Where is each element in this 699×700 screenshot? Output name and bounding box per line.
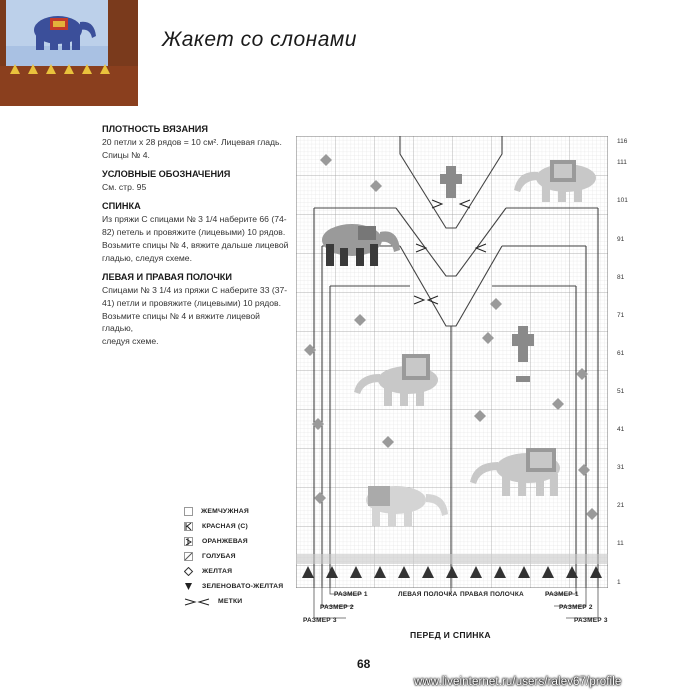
size-label-right: РАЗМЕР 3 [574,617,608,624]
watermark-url: www.liveinternet.ru/users/ralev67/profile [414,676,622,688]
border-band [296,554,608,564]
legend-item [184,504,304,519]
legend-label: ГОЛУБАЯ [202,553,236,560]
knitting-chart [296,136,608,588]
size-label-right: РАЗМЕР 1 [545,591,579,598]
row-number: 31 [617,464,625,471]
row-number: 1 [617,579,621,586]
page-title: Жакет со слонами [162,28,357,51]
triangle-mark-icon [184,582,194,591]
legend-item [184,549,304,564]
section-text: Возьмите спицы № 4 и вяжите лицевой гладью, [102,311,260,333]
legend-item [184,519,304,534]
slash-mark-icon [184,552,194,561]
marker-arrows-icon [184,597,210,606]
size-label-left: РАЗМЕР 2 [320,604,354,611]
right-front-label: ПРАВАЯ ПОЛОЧКА [460,591,524,598]
k-mark-icon [184,522,194,531]
diamond-mark-icon [184,567,194,576]
knitted-fabric [6,0,108,66]
elephant-photo-icon [6,0,108,66]
chart-caption: ПЕРЕД И СПИНКА [410,630,491,640]
section-text: 41) петли и провяжите (лицевыми) 10 рядов. [102,298,281,308]
yellow-triangle-border-icon [6,60,116,78]
section-heading: ПЛОТНОСТЬ ВЯЗАНИЯ [102,124,209,134]
instructions-block [102,123,292,347]
legend-label: ОРАНЖЕВАЯ [202,538,248,545]
legend-item [184,564,304,579]
row-number: 51 [617,388,625,395]
garment-photo [0,0,138,106]
legend-label: КРАСНАЯ (С) [202,523,248,530]
section-text: следуя схеме. [102,336,159,346]
row-number: 71 [617,312,625,319]
size-label-right: РАЗМЕР 2 [559,604,593,611]
section-text: Возьмите спицы № 4, вяжите дальше лицевой [102,240,289,250]
legend-item [184,594,304,609]
size-label-left: РАЗМЕР 1 [334,591,368,598]
page-number: 68 [357,657,371,671]
legend-item [184,579,304,594]
legend-label: ЖЕЛТАЯ [202,568,233,575]
section-text: Из пряжи С спицами № 3 1/4 наберите 66 (74- [102,214,287,224]
size-label-left: РАЗМЕР 3 [303,617,337,624]
section-text: гладью, следуя схеме. [102,253,192,263]
section-heading: УСЛОВНЫЕ ОБОЗНАЧЕНИЯ [102,169,231,179]
row-number: 81 [617,274,625,281]
section-text: 82) петель и провяжите (лицевыми) 10 рядов. [102,227,286,237]
empty-square-icon [184,507,193,516]
arrow-mark-icon [184,537,194,546]
section-text: Спицами № 3 1/4 из пряжи С наберите 33 (37- [102,285,288,295]
section-text: См. стр. 95 [102,182,147,192]
section-text: 20 петли x 28 рядов = 10 см². Лицевая гладь. [102,137,282,147]
row-number: 91 [617,236,625,243]
row-number: 61 [617,350,625,357]
symbol-legend [184,504,304,609]
legend-label: ЗЕЛЕНОВАТО-ЖЕЛТАЯ [202,583,284,590]
row-number: 111 [617,159,627,166]
section-text: Спицы № 4. [102,150,150,160]
row-number: 21 [617,502,625,509]
legend-label: МЕТКИ [218,598,243,605]
left-front-label: ЛЕВАЯ ПОЛОЧКА [398,591,458,598]
chart-grid [296,136,608,588]
row-number: 101 [617,197,628,204]
legend-item [184,534,304,549]
row-number: 116 [617,138,628,145]
row-number: 11 [617,540,624,547]
section-heading: ЛЕВАЯ И ПРАВАЯ ПОЛОЧКИ [102,272,233,282]
legend-label: ЖЕМЧУЖНАЯ [201,508,249,515]
section-heading: СПИНКА [102,201,141,211]
row-number: 41 [617,426,625,433]
